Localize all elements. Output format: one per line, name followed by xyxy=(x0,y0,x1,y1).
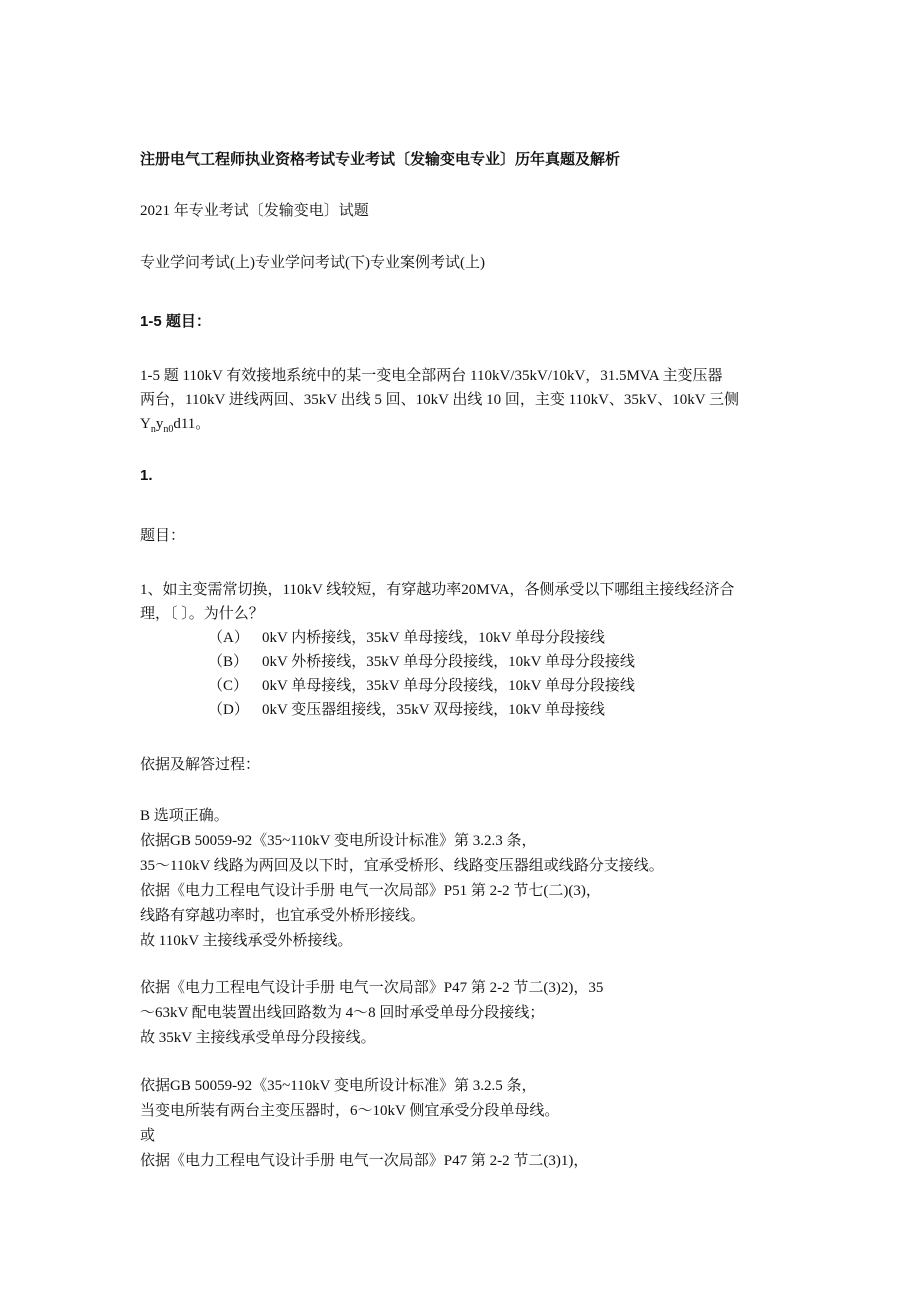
answer-line: 当变电所装有两台主变压器时，6～10kV 侧宜承受分段单母线。 xyxy=(140,1103,560,1119)
winding-connection xyxy=(140,414,210,434)
answer-line: 故 110kV 主接线承受外桥接线。 xyxy=(140,933,353,949)
winding-tail: d11。 xyxy=(173,416,211,432)
option-d-text: 0kV 变压器组接线，35kV 双母接线，10kV 单母接线 xyxy=(262,702,605,718)
exam-year-title: 2021 年专业考试〔发输变电〕试题 xyxy=(140,203,369,219)
winding-y2: y xyxy=(155,416,164,432)
winding-sub-n: n xyxy=(150,424,156,435)
winding-y: Y xyxy=(140,416,151,432)
option-c-key: （C） xyxy=(208,678,249,694)
intro-line-2: 两台，110kV 进线两回、35kV 出线 5 回、10kV 出线 10 回，主变 110kV、35kV、10kV 三侧 xyxy=(140,392,740,408)
answer-line: 依据GB 50059-92《35~110kV 变电所设计标准》第 3.2.3 条， xyxy=(140,833,537,849)
basis-label: 依据及解答过程： xyxy=(140,757,261,773)
question-label: 题目： xyxy=(140,528,186,544)
question-line-1: 1、如主变需常切换，110kV 线较短，有穿越功率20MVA，各侧承受以下哪组主接线经济合 xyxy=(140,582,735,598)
option-d-key: （D） xyxy=(208,702,249,718)
option-a-key: （A） xyxy=(208,630,249,646)
answer-line: 依据GB 50059-92《35~110kV 变电所设计标准》第 3.2.5 条， xyxy=(140,1078,537,1094)
option-b-key: （B） xyxy=(208,654,249,670)
answer-line: 依据《电力工程电气设计手册 电气一次局部》P51 第 2-2 节七(二)(3)， xyxy=(140,883,601,899)
document-title: 注册电气工程师执业资格考试专业考试〔发输变电专业〕历年真题及解析 xyxy=(140,152,621,168)
answer-line: 线路有穿越功率时，也宜承受外桥形接线。 xyxy=(140,908,426,924)
option-b-text: 0kV 外桥接线，35kV 单母分段接线，10kV 单母分段接线 xyxy=(262,654,635,670)
question-line-2: 理，〔 〕。为什么？ xyxy=(140,606,264,622)
option-c-text: 0kV 单母接线，35kV 单母分段接线，10kV 单母分段接线 xyxy=(262,678,635,694)
exam-sections: 专业学问考试(上)专业学问考试(下)专业案例考试(上) xyxy=(140,255,485,271)
intro-line-1: 1-5 题 110kV 有效接地系统中的某一变电全部两台 110kV/35kV/10kV，31.5MVA 主变压器 xyxy=(140,368,723,384)
option-a-text: 0kV 内桥接线，35kV 单母接线，10kV 单母分段接线 xyxy=(262,630,605,646)
answer-line: B 选项正确。 xyxy=(140,808,229,824)
question-number: 1. xyxy=(140,467,153,484)
answer-line: 依据《电力工程电气设计手册 电气一次局部》P47 第 2-2 节二(3)2)，35 xyxy=(140,980,604,996)
answer-line: 或 xyxy=(140,1128,156,1144)
section-heading-1-5: 1-5 题目： xyxy=(140,313,211,330)
winding-sub-n0: n0 xyxy=(163,424,174,435)
answer-line: 故 35kV 主接线承受单母分段接线。 xyxy=(140,1030,376,1046)
answer-line: 依据《电力工程电气设计手册 电气一次局部》P47 第 2-2 节二(3)1)， xyxy=(140,1153,589,1169)
answer-line: 35～110kV 线路为两回及以下时，宜承受桥形、线路变压器组或线路分支接线。 xyxy=(140,858,664,874)
answer-line: ～63kV 配电装置出线回路数为 4～8 回时承受单母分段接线； xyxy=(140,1005,545,1021)
